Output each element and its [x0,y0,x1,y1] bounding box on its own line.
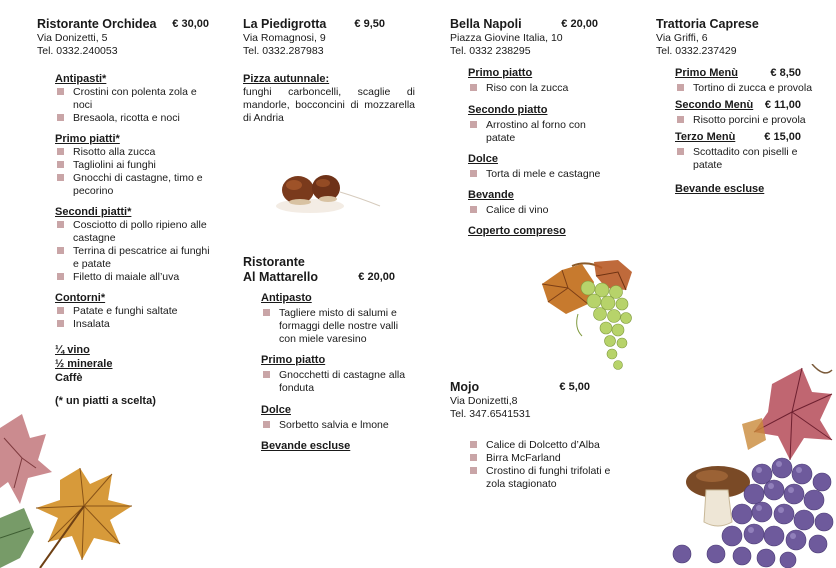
list-item: Gnocchi di castagne, timo e pecorino [55,172,210,198]
section-title: Contorni* [55,292,106,304]
list-item: Birra McFarland [468,452,618,465]
restaurant-address: Piazza Giovine Italia, 10 [450,32,563,44]
restaurant-caprese [656,17,826,196]
restaurant-piedigrotta [243,17,415,125]
menu-price: € 11,00 [764,99,801,111]
item-list [468,204,608,217]
restaurant-name: La Piedigrotta [243,17,327,31]
menu-title: Secondo Menù [675,99,754,111]
list-item: Filetto di maiale all’uva [55,271,210,284]
list-item: Scottadito con piselli e patate [675,146,821,172]
restaurant-name: Mojo [450,380,480,394]
restaurant-address: Via Donizetti,8 [450,395,518,407]
list-item: Patate e funghi saltate [55,305,210,318]
restaurant-phone: Tel. 0332.237429 [656,45,737,57]
restaurant-header [37,17,209,32]
item-list [468,119,608,145]
list-item: Risotto porcini e provola [675,114,821,127]
list-item: Terrina di pescatrice ai funghi e patate [55,245,210,271]
menu-row [675,98,821,112]
choice-note: (* un piatti a scelta) [55,395,156,407]
restaurant-orchidea [37,17,209,408]
item-list [468,439,618,491]
special-description: funghi carboncelli, scaglie di mandorle, bocconcini di mozzarella di Andria [243,86,415,124]
list-item: Tagliere misto di salumi e formaggi delle nostre valli con miele varesino [261,307,415,346]
menu-row [675,130,821,144]
section-title: Secondi piatti* [55,206,132,218]
footer-note: Coperto compreso [468,225,566,237]
restaurant-phone: Tel. 0332.240053 [37,45,118,57]
restaurant-bella-napoli [450,17,601,238]
item-list [468,82,608,95]
menu-title: Primo Menù [675,67,738,79]
restaurant-name-line1: Ristorante [243,255,305,269]
restaurant-address: Via Romagnosi, 9 [243,32,326,44]
grapes-illustration [532,258,644,376]
list-item: Cosciotto di pollo ripieno alle castagne [55,219,210,245]
restaurant-name: Bella Napoli [450,17,522,31]
list-item: Bresaola, ricotta e noci [55,112,210,125]
restaurant-phone: Tel. 0332.287983 [243,45,324,57]
restaurant-header [243,270,415,285]
list-item: Tortino di zucca e provola [675,82,821,95]
item-list [261,369,415,395]
section-title: Bevande [468,189,514,201]
special-title: Pizza autunnale: [243,73,330,85]
menu-price: € 30,00 [172,18,209,30]
item-list [468,168,608,181]
menu-price: € 9,50 [354,18,385,30]
item-list [675,82,821,95]
menu-price: € 20,00 [358,271,395,283]
section-title: Primo piatto [261,354,326,366]
restaurant-mojo [450,380,618,491]
chestnuts-illustration [270,162,390,218]
menu-title: Terzo Menù [675,131,736,143]
section-title: Antipasto [261,292,312,304]
list-item: Gnocchetti di castagne alla fonduta [261,369,415,395]
list-item: Insalata [55,318,210,331]
restaurant-header [450,17,598,32]
menu-price: € 8,50 [770,67,801,79]
restaurant-address: Via Donizetti, 5 [37,32,108,44]
item-list [55,305,210,331]
section-title: Secondo piatto [468,104,548,116]
restaurant-header [450,380,618,395]
list-item: Riso con la zucca [468,82,608,95]
item-list [675,146,821,172]
list-item: Sorbetto salvia e lmone [261,419,415,432]
list-item: Crostini con polenta zola e noci [55,86,210,112]
list-item: Calice di vino [468,204,608,217]
menu-row [675,66,821,80]
list-item: Torta di mele e castagne [468,168,608,181]
item-list [55,86,210,125]
extra-vino: ¼ vino [55,344,90,356]
menu-price: € 5,00 [559,381,590,393]
list-item: Arrostino al forno con patate [468,119,608,145]
restaurant-name: Ristorante Orchidea [37,17,157,31]
item-list [261,307,415,346]
item-list [55,146,210,198]
grapes-mushroom-illustration [662,364,836,568]
item-list [55,219,210,284]
restaurant-mattarello [243,255,415,453]
list-item: Calice di Dolcetto d’Alba [468,439,618,452]
section-title: Dolce [261,404,291,416]
list-item: Tagliolini ai funghi [55,159,210,172]
extra-minerale: ½ minerale [55,358,113,370]
restaurant-name: Trattoria Caprese [656,17,759,31]
section-title: Primo piatti* [55,133,120,145]
menu-price: € 20,00 [561,18,598,30]
extra-caffe: Caffè [55,372,83,384]
list-item: Risotto alla zucca [55,146,210,159]
autumn-leaves-illustration [0,408,150,568]
restaurant-phone: Tel. 347.6541531 [450,408,531,420]
restaurant-name-line2: Al Mattarello [243,270,319,284]
restaurant-phone: Tel. 0332 238295 [450,45,531,57]
footer-note: Bevande escluse [675,183,765,195]
section-title: Antipasti* [55,73,107,85]
section-title: Primo piatto [468,67,533,79]
footer-note: Bevande escluse [261,440,351,452]
list-item: Crostino di funghi trifolati e zola stagionato [468,465,618,491]
item-list [261,419,415,432]
menu-price: € 15,00 [764,131,801,143]
section-title: Dolce [468,153,498,165]
restaurant-header [243,17,415,32]
item-list [675,114,821,127]
restaurant-address: Via Griffi, 6 [656,32,708,44]
